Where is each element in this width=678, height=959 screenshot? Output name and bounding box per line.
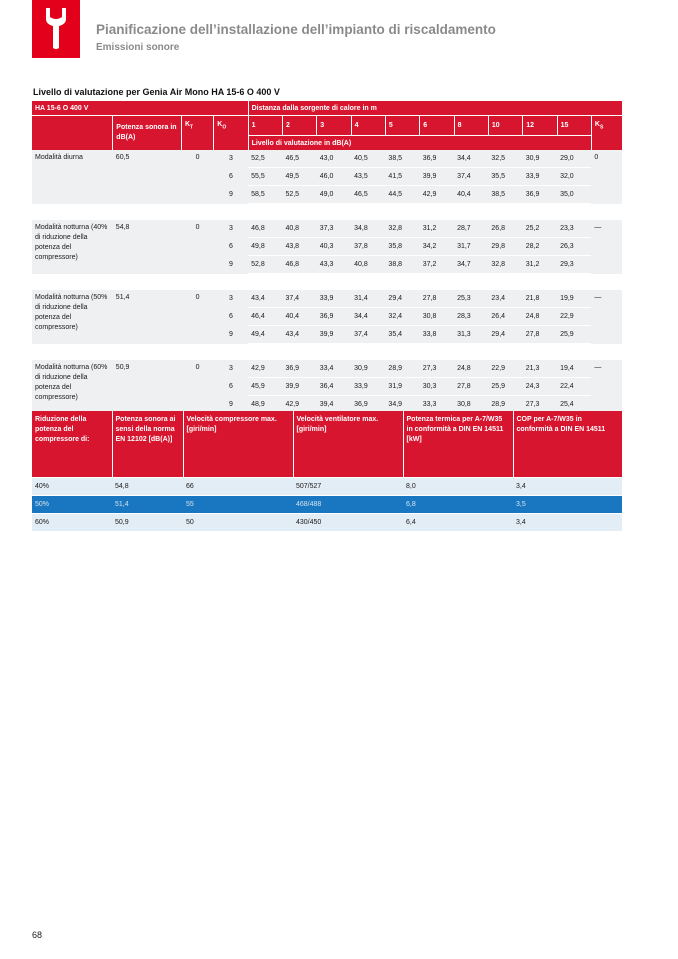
rating-value: 26,4 <box>488 308 522 326</box>
rating-value: 42,9 <box>248 360 282 378</box>
kt-value: 0 <box>181 290 213 344</box>
rating-value: 49,4 <box>248 326 282 344</box>
rating-value: 46,5 <box>351 186 385 204</box>
rating-value: 31,4 <box>351 290 385 308</box>
page-title: Pianificazione dell’installazione dell’impianto di riscaldamento <box>96 22 496 37</box>
table-row[interactable] <box>32 514 622 532</box>
rating-value: 21,8 <box>523 290 557 308</box>
rating-value: 42,9 <box>420 186 454 204</box>
rating-value: 28,3 <box>454 308 488 326</box>
rating-value: 22,9 <box>488 360 522 378</box>
rating-value: 42,9 <box>282 396 316 414</box>
column-header: COP per A-7/W35 in conformità a DIN EN 14511 <box>513 411 622 478</box>
table-cell: 66 <box>183 478 293 496</box>
rating-value: 27,3 <box>420 360 454 378</box>
ko-value: 6 <box>214 378 248 396</box>
power-value: 50,9 <box>113 360 182 414</box>
rating-value: 55,5 <box>248 168 282 186</box>
column-header: Velocità ventilatore max. [giri/min] <box>293 411 403 478</box>
distance-header: 15 <box>557 116 591 136</box>
table-cell: 60% <box>32 514 112 532</box>
ko-value: 9 <box>214 396 248 414</box>
table-cell: 55 <box>183 496 293 514</box>
rating-value: 29,8 <box>488 238 522 256</box>
rating-value: 35,4 <box>385 326 419 344</box>
rating-value: 39,9 <box>317 326 351 344</box>
rating-value: 41,5 <box>385 168 419 186</box>
distance-header: 3 <box>317 116 351 136</box>
ko-value: 3 <box>214 220 248 238</box>
rating-value: 25,9 <box>488 378 522 396</box>
rating-value: 39,9 <box>282 378 316 396</box>
rating-value: 40,8 <box>282 220 316 238</box>
table-cell: 51,4 <box>112 496 183 514</box>
rating-label: Livello di valutazione in dB(A) <box>248 136 591 151</box>
rating-value: 19,4 <box>557 360 591 378</box>
rating-value: 35,8 <box>385 238 419 256</box>
mode-label: Modalità notturna (40% di riduzione della potenza del compressore) <box>32 220 113 274</box>
rating-value: 30,3 <box>420 378 454 396</box>
rating-value: 26,3 <box>557 238 591 256</box>
table-cell: 50,9 <box>112 514 183 532</box>
rating-value: 25,4 <box>557 396 591 414</box>
rating-value: 24,8 <box>523 308 557 326</box>
rating-value: 33,8 <box>420 326 454 344</box>
table-cell: 3,4 <box>513 514 622 532</box>
rating-value: 40,8 <box>351 256 385 274</box>
rating-value: 28,9 <box>385 360 419 378</box>
rating-level-table <box>32 101 622 414</box>
kt-value: 0 <box>181 220 213 274</box>
wrench-icon <box>44 8 68 50</box>
rating-value: 19,9 <box>557 290 591 308</box>
rating-value: 24,3 <box>523 378 557 396</box>
distance-header: 12 <box>523 116 557 136</box>
power-value: 51,4 <box>113 290 182 344</box>
ko-value: 3 <box>214 290 248 308</box>
rating-value: 32,0 <box>557 168 591 186</box>
rating-value: 31,2 <box>523 256 557 274</box>
ks-value: — <box>591 290 622 344</box>
rating-value: 46,0 <box>317 168 351 186</box>
rating-value: 36,9 <box>420 150 454 168</box>
ko-value: 9 <box>214 326 248 344</box>
table-cell: 50 <box>183 514 293 532</box>
rating-value: 23,3 <box>557 220 591 238</box>
power-value: 54,8 <box>113 220 182 274</box>
rating-value: 36,9 <box>523 186 557 204</box>
table-cell: 507/527 <box>293 478 403 496</box>
rating-value: 21,3 <box>523 360 557 378</box>
kt-value: 0 <box>181 360 213 414</box>
rating-value: 49,0 <box>317 186 351 204</box>
rating-value: 27,8 <box>454 378 488 396</box>
rating-value: 33,3 <box>420 396 454 414</box>
rating-value: 38,8 <box>385 256 419 274</box>
rating-value: 28,9 <box>488 396 522 414</box>
rating-value: 43,5 <box>351 168 385 186</box>
rating-value: 29,4 <box>385 290 419 308</box>
rating-value: 36,9 <box>351 396 385 414</box>
rating-value: 37,4 <box>454 168 488 186</box>
power-value: 60,5 <box>113 150 182 204</box>
ko-value: 6 <box>214 238 248 256</box>
rating-value: 37,4 <box>282 290 316 308</box>
rating-value: 31,9 <box>385 378 419 396</box>
ko-value: 9 <box>214 256 248 274</box>
rating-value: 32,8 <box>488 256 522 274</box>
rating-value: 40,5 <box>351 150 385 168</box>
rating-value: 33,4 <box>317 360 351 378</box>
rating-value: 27,8 <box>523 326 557 344</box>
ko-value: 6 <box>214 168 248 186</box>
table-cell: 430/450 <box>293 514 403 532</box>
column-header: Velocità compressore max. [giri/min] <box>183 411 293 478</box>
rating-value: 29,0 <box>557 150 591 168</box>
rating-value: 22,9 <box>557 308 591 326</box>
rating-value: 31,7 <box>454 238 488 256</box>
rating-value: 37,8 <box>351 238 385 256</box>
rating-value: 40,4 <box>454 186 488 204</box>
rating-value: 30,9 <box>523 150 557 168</box>
rating-value: 29,3 <box>557 256 591 274</box>
rating-value: 46,8 <box>248 220 282 238</box>
rating-value: 40,3 <box>317 238 351 256</box>
table-cell: 468/488 <box>293 496 403 514</box>
rating-value: 43,3 <box>317 256 351 274</box>
table-row[interactable] <box>32 478 622 496</box>
wrench-logo <box>32 0 80 58</box>
rating-value: 25,3 <box>454 290 488 308</box>
rating-value: 33,9 <box>523 168 557 186</box>
table-row[interactable] <box>32 496 622 514</box>
rating-value: 34,9 <box>385 396 419 414</box>
rating-value: 52,5 <box>248 150 282 168</box>
rating-value: 32,5 <box>488 150 522 168</box>
model-label: HA 15-6 O 400 V <box>32 101 248 116</box>
rating-value: 31,3 <box>454 326 488 344</box>
table-row <box>32 220 622 238</box>
rating-value: 35,5 <box>488 168 522 186</box>
rating-value: 28,2 <box>523 238 557 256</box>
table-cell: 3,5 <box>513 496 622 514</box>
rating-value: 36,9 <box>282 360 316 378</box>
table-cell: 54,8 <box>112 478 183 496</box>
rating-value: 37,2 <box>420 256 454 274</box>
table-cell: 6,8 <box>403 496 513 514</box>
rating-value: 33,9 <box>317 290 351 308</box>
rating-value: 39,4 <box>317 396 351 414</box>
column-header: Riduzione della potenza del compressore di: <box>32 411 112 478</box>
rating-value: 28,7 <box>454 220 488 238</box>
distance-header: 6 <box>420 116 454 136</box>
rating-value: 40,4 <box>282 308 316 326</box>
rating-value: 45,9 <box>248 378 282 396</box>
rating-value: 35,0 <box>557 186 591 204</box>
mode-label: Modalità notturna (50% di riduzione della potenza del compressore) <box>32 290 113 344</box>
mode-label: Modalità diurna <box>32 150 113 204</box>
kt-value: 0 <box>181 150 213 204</box>
rating-value: 27,8 <box>420 290 454 308</box>
column-header: Potenza sonora ai sensi della norma EN 12102 [dB(A)] <box>112 411 183 478</box>
rating-value: 30,8 <box>420 308 454 326</box>
table-cell: 8,0 <box>403 478 513 496</box>
rating-value: 23,4 <box>488 290 522 308</box>
rating-value: 49,5 <box>282 168 316 186</box>
rating-value: 30,8 <box>454 396 488 414</box>
ko-value: 6 <box>214 308 248 326</box>
rating-value: 31,2 <box>420 220 454 238</box>
table-row <box>32 290 622 308</box>
rating-value: 24,8 <box>454 360 488 378</box>
rating-value: 29,4 <box>488 326 522 344</box>
rating-value: 37,4 <box>351 326 385 344</box>
rating-value: 25,9 <box>557 326 591 344</box>
rating-value: 46,8 <box>282 256 316 274</box>
rating-value: 46,4 <box>248 308 282 326</box>
rating-value: 49,8 <box>248 238 282 256</box>
rating-value: 22,4 <box>557 378 591 396</box>
distance-label: Distanza dalla sorgente di calore in m <box>248 101 622 116</box>
rating-value: 58,5 <box>248 186 282 204</box>
compressor-reduction-table <box>32 411 622 531</box>
ko-value: 9 <box>214 186 248 204</box>
table-cell: 3,4 <box>513 478 622 496</box>
table-cell: 6,4 <box>403 514 513 532</box>
rating-value: 43,4 <box>282 326 316 344</box>
rating-value: 25,2 <box>523 220 557 238</box>
ks-value: — <box>591 360 622 414</box>
rating-value: 34,4 <box>351 308 385 326</box>
distance-header: 2 <box>282 116 316 136</box>
table-cell: 40% <box>32 478 112 496</box>
table-row <box>32 360 622 378</box>
distance-header: 10 <box>488 116 522 136</box>
rating-value: 43,0 <box>317 150 351 168</box>
rating-value: 36,4 <box>317 378 351 396</box>
rating-value: 52,5 <box>282 186 316 204</box>
distance-header: 4 <box>351 116 385 136</box>
rating-value: 43,8 <box>282 238 316 256</box>
ks-value: — <box>591 220 622 274</box>
mode-label: Modalità notturna (60% di riduzione della potenza del compressore) <box>32 360 113 414</box>
rating-value: 38,5 <box>385 150 419 168</box>
distance-header: 5 <box>385 116 419 136</box>
rating-value: 34,2 <box>420 238 454 256</box>
rating-value: 48,9 <box>248 396 282 414</box>
ks-value: 0 <box>591 150 622 204</box>
distance-header: 1 <box>248 116 282 136</box>
kt-header: $K_T$ <box>181 116 213 136</box>
rating-value: 32,8 <box>385 220 419 238</box>
rating-value: 52,8 <box>248 256 282 274</box>
rating-value: 44,5 <box>385 186 419 204</box>
power-header: Potenza sonora in dB(A) <box>113 116 182 151</box>
table-header-row <box>32 411 622 478</box>
rating-value: 26,8 <box>488 220 522 238</box>
ko-value: 3 <box>214 150 248 168</box>
ko-header: $K_O$ <box>214 116 248 136</box>
rating-value: 34,8 <box>351 220 385 238</box>
rating-value: 36,9 <box>317 308 351 326</box>
rating-value: 27,3 <box>523 396 557 414</box>
rating-value: 43,4 <box>248 290 282 308</box>
rating-value: 38,5 <box>488 186 522 204</box>
table-row <box>32 150 622 168</box>
page-number: 68 <box>32 930 43 940</box>
rating-value: 30,9 <box>351 360 385 378</box>
column-header: Potenza termica per A-7/W35 in conformità a DIN EN 14511 [kW] <box>403 411 513 478</box>
rating-value: 39,9 <box>420 168 454 186</box>
rating-value: 46,5 <box>282 150 316 168</box>
rating-value: 33,9 <box>351 378 385 396</box>
page-subtitle: Emissioni sonore <box>96 42 180 53</box>
section-title: Livello di valutazione per Genia Air Mono HA 15-6 O 400 V <box>33 87 280 97</box>
ks-header: $K_S$ <box>591 116 622 136</box>
rating-value: 37,3 <box>317 220 351 238</box>
rating-value: 34,4 <box>454 150 488 168</box>
table-cell: 50% <box>32 496 112 514</box>
rating-value: 32,4 <box>385 308 419 326</box>
distance-header: 8 <box>454 116 488 136</box>
rating-value: 34,7 <box>454 256 488 274</box>
ko-value: 3 <box>214 360 248 378</box>
